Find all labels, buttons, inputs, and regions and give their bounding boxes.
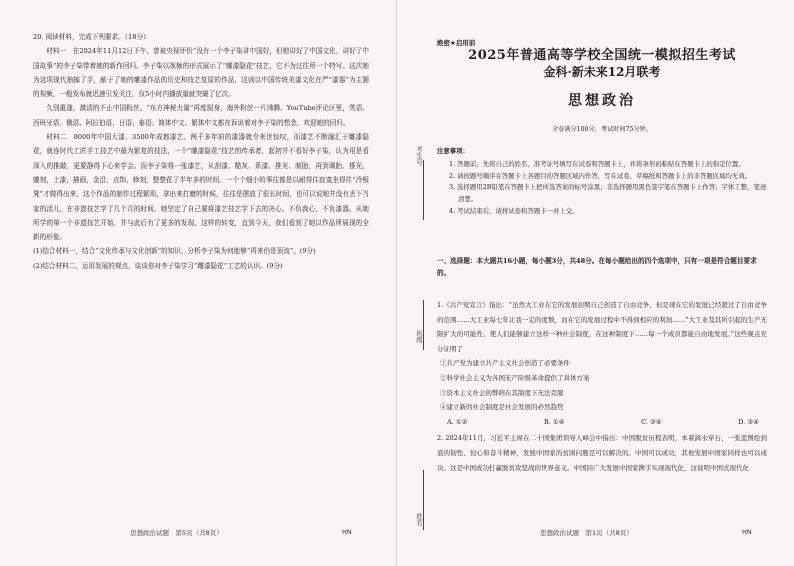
exam-info: 全卷满分100分，考试时间75分钟。 — [551, 126, 653, 133]
sub-question-1: (1)结合材料一，结合“文化传承与文化创新”的知识，分析李子柒为何能够“再来仍是顶流”。(9分) — [33, 247, 316, 256]
exam-subtitle: 金科·新未来12月联考 — [543, 65, 661, 79]
notes-heading: 注意事项： — [437, 147, 469, 155]
question-1-option: ③资本主义社会的弊病在其制度下无法克服 — [440, 388, 564, 397]
choice-b: B. ①④ — [544, 417, 565, 426]
subject-title: 思想政治 — [568, 93, 636, 109]
note-item: 1. 答题前，先将自己的姓名、准考证号填写在试卷和答题卡上，并将条形码粘贴在答题卡上的指定位置。 — [449, 159, 745, 168]
note-item: 4. 考试结束后，请将试卷和答题卡一并上交。 — [449, 206, 579, 215]
choice-c: C. ②④ — [641, 417, 662, 426]
question-2-stem: 2. 2024年11月，习近平主席在二十国集团领导人峰会中指出：中国脱贫历程表明，本着滴水穿石、一张蓝图绘到底的韧性、恒心和奋斗精神，发展中国家的贫困问题是可以解决的。中国可以成功，其他发展中国家同样也可以成功。这是中国成功打赢脱贫攻坚战的世界意义。中国同广大发展中国家携手实现现代化，这说明中国式现代化 — [437, 434, 767, 472]
right-footer-page-info: 思想政治试题 第1页（共8页） — [540, 529, 633, 537]
binding-margin — [397, 0, 427, 566]
exam-title: 2025年普通高等学校全国统一模拟招生考试 — [468, 48, 736, 63]
question-1-stem: 1.《共产党宣言》指出：“虽然大工业在它的发展初期自己创造了自由竞争，但是现在它的发展已经超过了自由竞争的范围……大工业每七年让我一定的度数，而在它的发展过程中不得到相应的利润……”大工业及其所引起的生产无限扩大的可能性，使人们能够建立这样一种社会制度，在这种制度下……每一个成员都能自由地发展。”这些观点充分证明了 — [437, 301, 767, 353]
choice-d: D. ③④ — [738, 417, 759, 426]
left-footer-page-info: 思想政治试题 第5页（共8页） — [130, 529, 223, 537]
question-1-option: ②科学社会主义为各国无产阶级革命提供了具体方案 — [440, 373, 590, 382]
right-questions — [437, 298, 767, 475]
binding-label-name: 姓名 — [415, 513, 423, 526]
section-one-heading: 一、选择题：本大题共16小题，每小题3分，共48分。在每小题给出的四个选项中，只有一项是符合题目要求的。 — [437, 257, 757, 277]
right-page — [397, 0, 794, 566]
choice-a: A. ①② — [447, 417, 468, 426]
binding-line-exam-number — [423, 160, 424, 220]
question-20-heading: 20. 阅读材料，完成下列要求。（18分） — [33, 33, 150, 41]
right-footer-region-code: HN — [742, 528, 752, 536]
question-1-option: ④建立新的社会制度是社会发展的必然趋势 — [440, 403, 564, 412]
binding-line-name — [423, 470, 424, 530]
question-1-choices — [437, 415, 767, 430]
left-footer-region-code: HN — [342, 528, 352, 536]
binding-label-exam-number: 考生号 — [415, 146, 423, 166]
binding-line-class — [423, 300, 424, 350]
material-2-paragraph: 材料二 8000年中国大漆，3500年成都漆艺。两千多年前的漆器就令来世惊叹，而漆艺不断融汇于雕漆隐花，就连时代工匠手工技艺中最为繁复的技法，一个“雕漆隐花”技艺的传承者，起初并不看好李子柒，认为用是看深入的推敲，更要静得下心来学会。而李子柒将一张漆艺，从刮漆、糙灰、系漆、推光、制胎，再到调胎、推光，雕刻，上漆，描画，金沿，点饰，修刻，整整花了半年多的时间。一个个细小的事往都是以耐得住寂寞坐得住“冷板凳”才做得出来，这个作品的制作过程繁琐，拿出来打磨的时候，往往是摆放了很长时间，也可以说她并没有丢下当家的活儿，在非遗技艺学了几个月的时间，她坚定了自己要将漆艺技艺学下去的决心。不负我心，不负漆器。从她所学的第一个非遗技艺开始，并与此后有了更多的发现，这样的转变，直到今天，我们看到了她以作品所展现的全新的形象。 — [33, 133, 369, 242]
material-1-paragraph-1: 材料一 在2024年11月12日下午，曾被央视评价“没有一个李子柒讲中国好，但她讲好了中国文化，讲好了中国故事”的李子柒带着她的新作回归。李子柒以视频的形式展示了“雕漆隐花”技艺，它不为过往所一个特写。这次她为这项现代抽搐了手，献于了她的雕漆作品的历史和技艺复原的作品，这则以中国传统美漆文化在严“漆器”为主题的视频，一般发布就迅速引发关注，仅5小时内播放量就突破了亿次。 — [33, 47, 369, 99]
question-1-option: ①共产党为建立共产主义社会创造了必要条件 — [440, 359, 570, 368]
binding-label-class: 班级 — [415, 330, 423, 343]
note-item: 2. 请按题号顺序在答题卡上各题目的答题区域内作答，写在试卷、草稿纸和答题卡上的非答题区域均无效。 — [449, 171, 752, 180]
notes-section — [437, 146, 767, 218]
sub-question-2: (2)结合材料二，运用发展的观点，谈谈你对李子柒学习“雕漆隐花”工艺的认识。(9分) — [33, 261, 283, 270]
material-1-paragraph-2: 久别重逢，激活的不止中国粉丝。“东方神秘力量”再度现身，海外粉丝一片沸腾。YouTube评论区里，英语、西班牙语、俄语、阿拉伯语、日语、泰语、简体中文、繁体中文都在诉说着对李子柒的想念，欢迎她的回归。 — [33, 104, 369, 127]
note-item: 3. 选择题用2B铅笔在答题卡上把所选答案的标号涂黑；非选择题用黑色签字笔在答题卡上作答；字体工整，笔迹清楚。 — [449, 183, 767, 204]
confidential-mark: 绝密★启用前 — [437, 39, 476, 47]
left-page-content — [33, 30, 369, 273]
